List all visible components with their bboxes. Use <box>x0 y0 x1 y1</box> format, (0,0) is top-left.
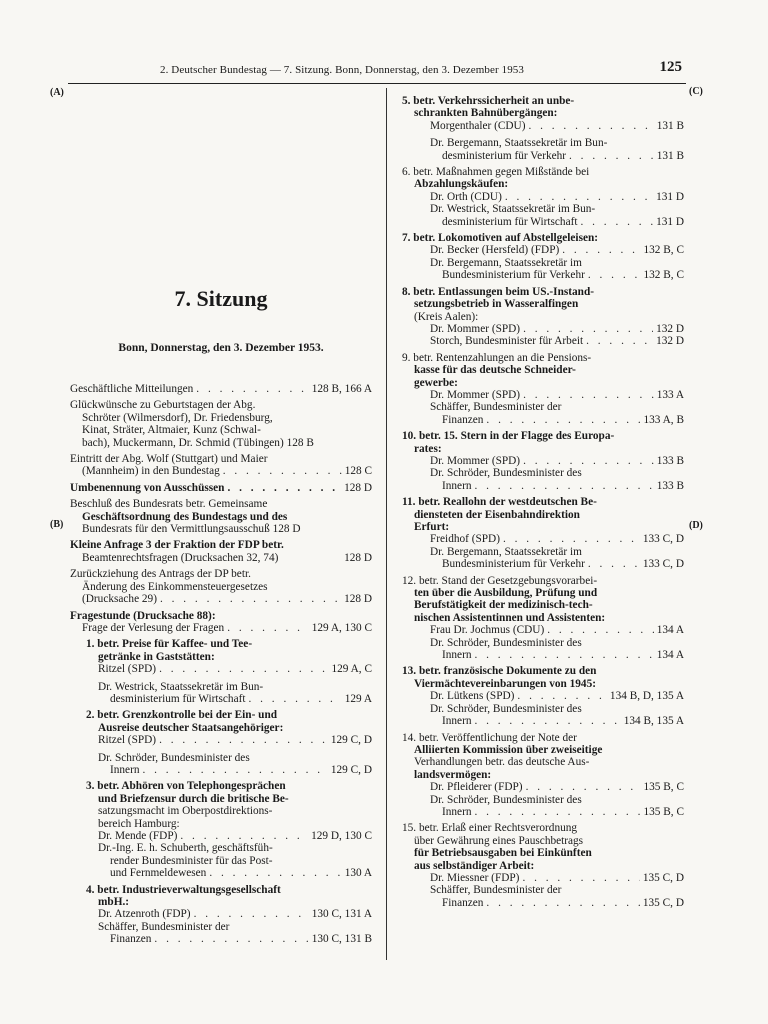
question-item <box>86 638 372 705</box>
entry-ref: 128 B <box>286 436 314 449</box>
entry-ref: 128 C <box>344 465 372 478</box>
question-title: 2. betr. Grenzkontrolle bei der Ein- und <box>86 709 278 722</box>
entry-ref: 130 A <box>344 867 372 880</box>
margin-mark-b: (B) <box>50 519 64 530</box>
margin-mark-d: (D) <box>689 520 703 531</box>
speaker: Dr. Mommer (SPD) <box>430 322 521 335</box>
question-title: nischen Assistentinnen und Assistenten: <box>414 611 606 624</box>
entry-ref: 133 A, B <box>643 413 684 426</box>
speaker: Dr. Lütkens (SPD) <box>430 690 515 703</box>
question-title: Alliierten Kommission über zweiseitige <box>414 743 603 756</box>
toc-entry <box>70 568 372 605</box>
running-header <box>68 57 686 84</box>
entry-line: bach), Muckermann, Dr. Schmid (Tübingen) <box>82 436 284 449</box>
speaker: Dr. Mommer (SPD) <box>430 388 521 401</box>
entry-line: Kleine Anfrage 3 der Fraktion der FDP betr. <box>70 539 284 552</box>
question-title: Abzahlungskäufen: <box>414 178 509 191</box>
question-title: 3. betr. Abhören von Telephongesprächen <box>86 780 286 793</box>
speaker: Innern <box>442 649 472 662</box>
entry-line: Änderung des Einkommensteuergesetzes <box>82 580 268 593</box>
question-title: für Betriebsausgaben bei Einkünften <box>414 847 592 860</box>
entry-text: Geschäftliche Mitteilungen <box>70 383 194 395</box>
entry-ref: 134 A <box>656 624 684 637</box>
speaker: Dr.-Ing. E. h. Schuberth, geschäftsfüh- <box>98 842 273 855</box>
entry-ref: 132 D <box>656 335 684 348</box>
entry-ref: 133 C, D <box>642 558 684 571</box>
speaker: render Bundesminister für das Post- <box>110 854 273 867</box>
question-title: (Kreis Aalen): <box>414 310 479 323</box>
speaker: Innern <box>442 715 472 728</box>
question-item <box>402 286 684 348</box>
speaker: Schäffer, Bundesminister der <box>430 884 562 897</box>
page-number: 125 <box>659 59 682 75</box>
speaker: Dr. Mommer (SPD) <box>430 454 521 467</box>
question-title: setzungsbetrieb in Wasseralfingen <box>414 298 579 311</box>
entry-ref: 132 B, C <box>643 244 684 257</box>
entry-line: Kinat, Sträter, Altmaier, Kunz (Schwal- <box>82 424 261 437</box>
running-title: 2. Deutscher Bundestag — 7. Sitzung. Bonn, Donnerstag, den 3. Dezember 1953 <box>160 64 525 76</box>
entry-ref: 135 B, C <box>643 781 684 794</box>
speaker: Morgenthaler (CDU) <box>430 119 526 132</box>
speaker: Dr. Schröder, Bundesminister des <box>430 467 582 480</box>
entry-ref: 129 A <box>344 692 372 705</box>
question-title: Verhandlungen betr. das deutsche Aus- <box>414 756 590 769</box>
entry-ref: 132 B, C <box>643 269 684 282</box>
entry-text: Umbenennung von Ausschüssen <box>70 481 225 494</box>
question-title: satzungsmacht im Oberpostdirektions- <box>98 805 273 818</box>
question-title: Berufstätigkeit der medizinisch-tech- <box>414 599 593 612</box>
entry-ref: 132 D <box>656 322 684 335</box>
speaker: Finanzen <box>110 933 152 946</box>
entry-ref: 131 B <box>656 149 684 162</box>
speaker: Bundesministerium für Verkehr <box>442 558 585 571</box>
entry-line: (Mannheim) in den Bundestag <box>82 465 220 478</box>
question-title: 1. betr. Preise für Kaffee- und Tee- <box>86 638 253 651</box>
entry-line: Schröter (Wilmersdorf), Dr. Friedensburg, <box>82 411 273 424</box>
speaker: Dr. Mende (FDP) <box>98 830 178 842</box>
speaker: Dr. Becker (Hersfeld) (FDP) <box>430 244 560 257</box>
question-item <box>402 575 684 662</box>
question-item <box>86 709 372 776</box>
toc-entry <box>70 399 372 449</box>
entry-line: Bundesrats für den Vermittlungsausschuß <box>82 523 270 536</box>
entry-ref: 135 C, D <box>642 896 684 909</box>
question-title: 10. betr. 15. Stern in der Flagge des Europa- <box>402 430 615 443</box>
question-title: ten über die Ausbildung, Prüfung und <box>414 587 598 600</box>
question-title: 14. betr. Veröffentlichung der Note der <box>402 731 577 744</box>
question-title: 11. betr. Reallohn der westdeutschen Be- <box>402 496 597 509</box>
question-title: rates: <box>414 442 442 455</box>
margin-mark-a: (A) <box>50 87 64 98</box>
question-title: 12. betr. Stand der Gesetzgebungsvorarbei- <box>402 574 598 587</box>
entry-line: Zurückziehung des Antrags der DP betr. <box>70 568 251 581</box>
toc-entry <box>70 383 372 395</box>
entry-ref: 131 D <box>656 215 684 228</box>
toc-entry <box>70 539 372 564</box>
entry-ref: 133 C, D <box>642 533 684 546</box>
speaker: Ritzel (SPD) <box>98 663 157 676</box>
question-item <box>402 732 684 819</box>
speaker: Dr. Bergemann, Staatssekretär im <box>430 256 582 269</box>
speaker: Dr. Schröder, Bundesminister des <box>430 702 582 715</box>
question-item <box>86 884 372 946</box>
entry-ref: 130 C, 131 B <box>311 933 372 946</box>
entry-ref: 135 B, C <box>643 805 684 818</box>
entry-text: Frage der Verlesung der Fragen <box>82 621 225 634</box>
entry-ref: 134 A <box>656 649 684 662</box>
question-title: Ausreise deutscher Staatsangehöriger: <box>98 721 284 734</box>
speaker: Schäffer, Bundesminister der <box>98 920 230 933</box>
question-title: bereich Hamburg: <box>98 817 180 830</box>
question-item <box>402 95 684 162</box>
question-title: gewerbe: <box>414 376 458 389</box>
entry-ref: 129 A, 130 C <box>311 621 372 634</box>
toc-entry <box>70 498 372 535</box>
speaker: Dr. Schröder, Bundesminister des <box>98 751 250 764</box>
question-title: über Gewährung eines Pauschbetrags <box>414 834 584 847</box>
entry-ref: 128 D <box>344 551 372 564</box>
question-title: 15. betr. Erlaß einer Rechtsverordnung <box>402 822 578 835</box>
right-column <box>402 95 684 913</box>
entry-ref: 135 C, D <box>642 871 684 884</box>
entry-line: (Drucksache 29) <box>82 593 157 606</box>
speaker: Dr. Miessner (FDP) <box>430 871 520 884</box>
question-title: 13. betr. französische Dokumente zu den <box>402 665 597 678</box>
entry-line: Beschluß des Bundesrats betr. Gemeinsame <box>70 498 268 511</box>
question-title: 8. betr. Entlassungen beim US.-Instand- <box>402 285 594 298</box>
question-item <box>402 430 684 492</box>
question-item <box>402 166 684 228</box>
speaker: Dr. Schröder, Bundesminister des <box>430 793 582 806</box>
question-title: 7. betr. Lokomotiven auf Abstellgeleisen: <box>402 232 599 245</box>
entry-line: Eintritt der Abg. Wolf (Stuttgart) und Maier <box>70 453 268 466</box>
speaker: Innern <box>110 763 140 776</box>
entry-ref: 128 B, 166 A <box>311 383 372 395</box>
speaker: Frau Dr. Jochmus (CDU) <box>430 624 545 637</box>
speaker: und Fernmeldewesen <box>110 867 207 880</box>
question-title: und Briefzensur durch die britische Be- <box>98 792 289 805</box>
speaker: Storch, Bundesminister für Arbeit <box>430 335 584 348</box>
question-title: landsvermögen: <box>414 768 492 781</box>
entry-ref: 129 C, D <box>330 734 372 747</box>
question-title: 9. betr. Rentenzahlungen an die Pensions- <box>402 351 592 364</box>
question-title: mbH.: <box>98 896 130 909</box>
question-title: Viermächtevereinbarungen von 1945: <box>414 677 596 690</box>
question-title: 4. betr. Industrieverwaltungsgesellschaft <box>86 883 281 896</box>
question-title: getränke in Gaststätten: <box>98 650 215 663</box>
entry-line: Glückwünsche zu Geburtstagen der Abg. <box>70 399 256 412</box>
speaker: Ritzel (SPD) <box>98 734 157 747</box>
question-title: kasse für das deutsche Schneider- <box>414 364 576 377</box>
entry-ref: 131 D <box>656 190 684 203</box>
entry-ref: 131 B <box>656 119 684 132</box>
question-item <box>402 496 684 570</box>
entry-ref: 133 B <box>656 454 684 467</box>
entry-line: Beamtenrechtsfragen (Drucksachen 32, 74) <box>82 551 279 564</box>
speaker: Bundesministerium für Verkehr <box>442 269 585 282</box>
speaker: Dr. Bergemann, Staatssekretär im Bun- <box>430 137 608 150</box>
speaker: Schäffer, Bundesminister der <box>430 401 562 414</box>
toc-entry <box>70 610 372 635</box>
question-title: schrankten Bahnübergängen: <box>414 107 558 120</box>
toc-entry <box>70 482 372 494</box>
question-title: 6. betr. Maßnahmen gegen Mißstände bei <box>402 166 590 179</box>
question-item <box>402 822 684 909</box>
entry-ref: 134 B, 135 A <box>623 715 684 728</box>
speaker: desministerium für Verkehr <box>442 149 567 162</box>
left-column <box>70 383 372 950</box>
question-item <box>402 665 684 727</box>
entry-ref: 133 B <box>656 479 684 492</box>
question-item <box>402 232 684 282</box>
entry-ref: 133 A <box>656 388 684 401</box>
toc-entry <box>70 453 372 478</box>
entry-ref: 134 B, D, 135 A <box>609 690 684 703</box>
speaker: Dr. Bergemann, Staatssekretär im <box>430 545 582 558</box>
entry-text: Fragestunde (Drucksache 88): <box>70 609 216 622</box>
question-item <box>402 352 684 426</box>
entry-ref: 128 D <box>344 593 372 606</box>
speaker: Dr. Westrick, Staatssekretär im Bun- <box>98 680 264 693</box>
question-title: 5. betr. Verkehrssicherheit an unbe- <box>402 95 575 107</box>
speaker: desministerium für Wirtschaft <box>110 692 246 705</box>
margin-mark-c: (C) <box>689 86 703 97</box>
entry-ref: 130 C, 131 A <box>311 908 372 921</box>
question-title: Erfurt: <box>414 521 450 533</box>
column-divider <box>386 88 387 960</box>
speaker: Innern <box>442 805 472 818</box>
question-item <box>86 780 372 879</box>
speaker: Dr. Orth (CDU) <box>430 190 502 203</box>
entry-ref: 128 D <box>344 481 372 494</box>
speaker: Dr. Atzenroth (FDP) <box>98 908 191 921</box>
speaker: Finanzen <box>442 413 484 426</box>
speaker: Dr. Westrick, Staatssekretär im Bun- <box>430 203 596 216</box>
entry-ref: 129 C, D <box>330 763 372 776</box>
speaker: desministerium für Wirtschaft <box>442 215 578 228</box>
session-title: 7. Sitzung <box>174 286 268 311</box>
entry-ref: 129 D, 130 C <box>311 830 372 842</box>
speaker: Dr. Schröder, Bundesminister des <box>430 636 582 649</box>
entry-ref: 129 A, C <box>331 663 372 676</box>
speaker: Dr. Pfleiderer (FDP) <box>430 781 523 794</box>
speaker: Freidhof (SPD) <box>430 533 500 546</box>
entry-line: Geschäftsordnung des Bundestags und des <box>82 510 288 523</box>
question-title: diensteten der Eisenbahndirektion <box>414 508 580 521</box>
entry-ref: 128 D <box>272 523 301 536</box>
speaker: Innern <box>442 479 472 492</box>
question-title: aus selbständiger Arbeit: <box>414 859 535 872</box>
session-subtitle: Bonn, Donnerstag, den 3. Dezember 1953. <box>118 342 324 354</box>
speaker: Finanzen <box>442 896 484 909</box>
